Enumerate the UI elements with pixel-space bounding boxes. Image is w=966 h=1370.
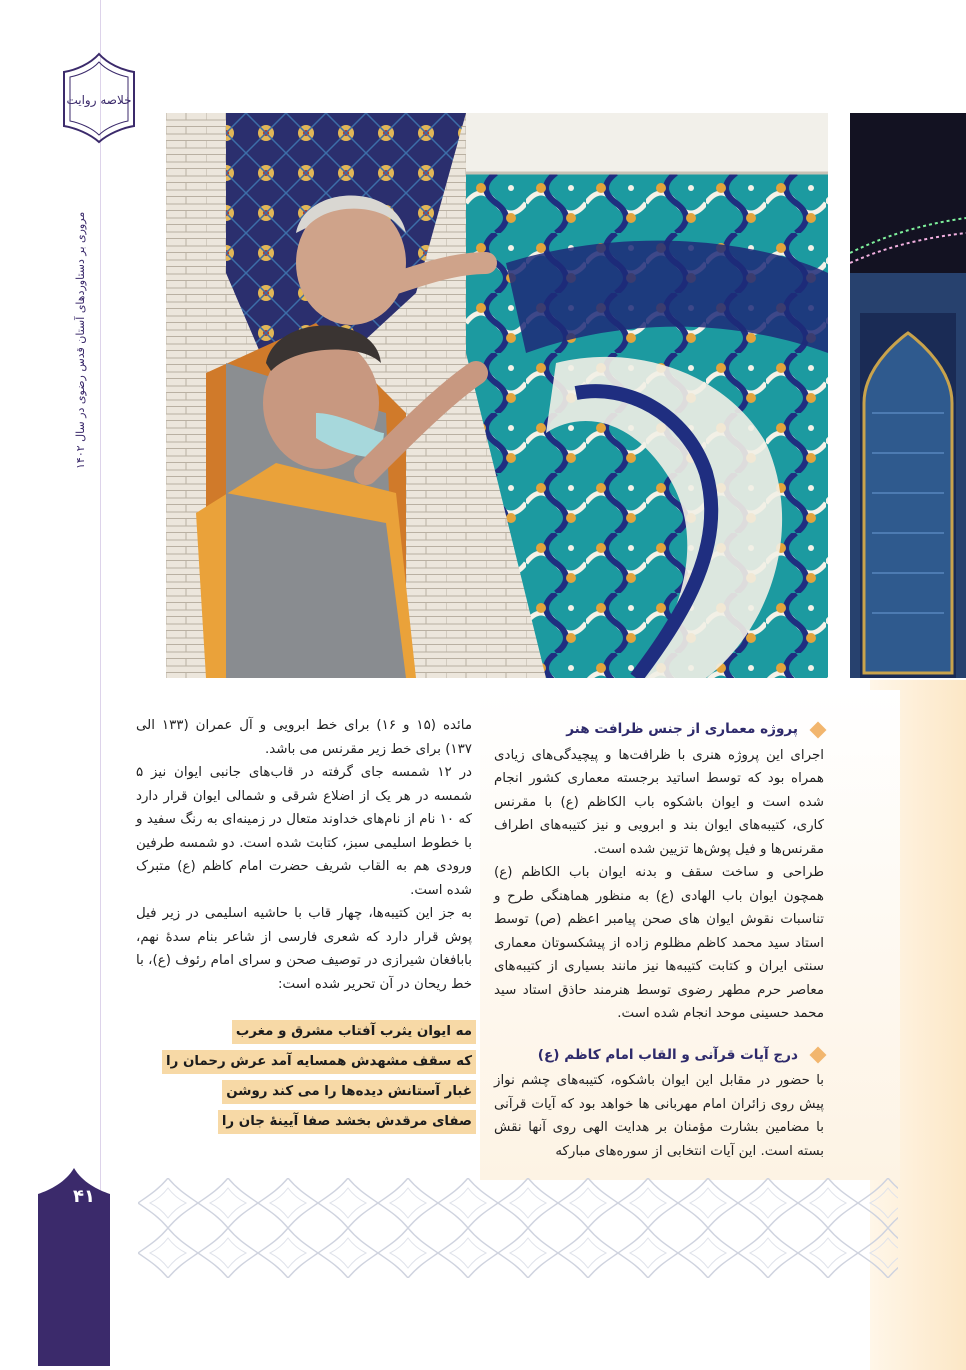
paragraph: به جز این کتیبه‌ها، چهار قاب با حاشیه اسلیمی در زیر فیل پوش قرار دارد که شعری فارسی از شاعر بنام سدهٔ نهم، بابافغان شیرازی در توصیف صحن و سرای امام رئوف (ع)، با خط ریحان در آن تحریر شده است: (136, 906, 472, 992)
paragraph: طراحی و ساخت سقف و بدنه ایوان باب الکاظم (ع) همچون ایوان باب الهادی (ع) به منظور هماهنگی طرح و تناسبات نقوش ایوان های صحن پیامبر اعظم (ص) توسط استاد سید محمد کاظم مظلوم زاده از پیشکسوتان معماری سنتی ایران و کتابت کتیبه‌ها نیز مانند بسیاری از کتیبه‌های معاصر حرم مطهر رضوی توسط هنرمند حاذق استاد سید محمد حسینی موحد انجام شده است. (494, 865, 824, 1021)
page-number: ۴۱ (73, 1186, 95, 1207)
paragraph: در ۱۲ شمسه جای گرفته در قاب‌های جانبی ایوان نیز ۵ شمسه در هر یک از اضلاع شرقی و شمالی ایوان قرار دارد که ۱۰ نام از نام‌های خداوند متعال در زمینه‌ای به رنگ سفید و با خطوط اسلیمی سبز، کتابت شده است. دو شمسه طرفین ورودی هم به القاب شریف حضرت امام کاظم (ع) متبرک شده است. (136, 765, 473, 898)
poem-line: غبار آستانش دیده‌ها را می کند روشن (222, 1080, 476, 1104)
section-heading-text: درج آیات قرآنی و القاب امام کاظم (ع) (537, 1046, 798, 1063)
diamond-bullet-icon (810, 721, 827, 738)
side-strip (0, 0, 120, 1366)
article-column-left (136, 714, 472, 996)
margin-line (100, 0, 101, 1366)
section-heading-text: پروژه معماری از جنس ظرافت هنر (566, 721, 798, 737)
photo-tile-restoration (166, 113, 828, 678)
vertical-caption: مروری بر دستاوردهای آستان قدس رضوی در سال ۱۴۰۲ (74, 211, 87, 469)
diamond-bullet-icon (810, 1047, 827, 1064)
poem-block (166, 1020, 476, 1140)
logo-text: خلاصه روایت (66, 93, 132, 107)
section-heading (494, 718, 824, 742)
article-column-right (494, 718, 824, 1163)
poem-line: صفای مرقدش بخشد صفا آیینهٔ جان را (218, 1110, 476, 1134)
photo-shrine-night (850, 113, 966, 678)
poem-line: مه ایوان یثرب آفتاب مشرق و مغرب (232, 1020, 476, 1044)
decorative-lattice (138, 1178, 898, 1278)
section-heading (494, 1044, 824, 1068)
poem-line: که سقف مشهدش همسایه آمد عرش رحمان را (162, 1050, 476, 1074)
paragraph: مائده (۱۵ و ۱۶) برای خط ابرویی و آل عمران (۱۳۳ الی ۱۳۷) برای خط زیر مقرنس می باشد. (136, 718, 472, 757)
paragraph: با حضور در مقابل این ایوان باشکوه، کتیبه‌های چشم نواز پیش روی زائران امام مهربانی ها خواهد بود که آیات قرآنی با مضامین بشارت مؤمنان بر هدایت الهی روی آنها نقش بسته است. این آیات انتخابی از سوره‌های مبارکه (494, 1073, 824, 1159)
paragraph: اجرای این پروژه هنری با ظرافت‌ها و پیچیدگی‌های زیادی همراه بود که توسط اساتید برجسته معماری کشور انجام شده است و ایوان باشکوه باب الکاظم (ع) با مقرنس کاری، کتیبه‌های ایوان بند و ابرویی و نیز کتیبه‌های اطراف مقرنس‌ها و فیل پوش‌ها تزیین شده است. (494, 747, 824, 857)
magazine-logo (60, 52, 138, 144)
